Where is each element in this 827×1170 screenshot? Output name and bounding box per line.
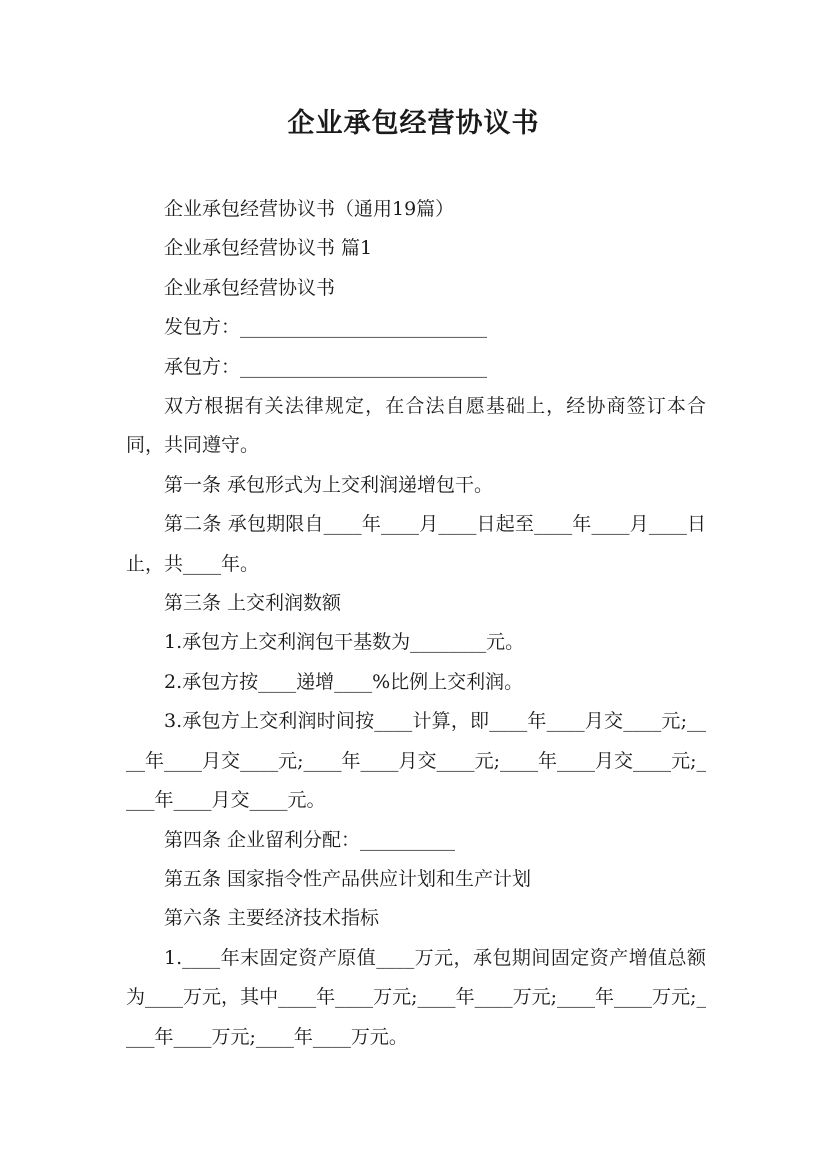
paragraph: 第二条 承包期限自____年____月____日起至____年____月____日止，共____年。 bbox=[126, 513, 706, 575]
paragraph: 第五条 国家指令性产品供应计划和生产计划 bbox=[164, 867, 532, 890]
paragraph: 1.承包方上交利润包干基数为________元。 bbox=[164, 631, 525, 654]
paragraph: 承包方：__________________________ bbox=[164, 355, 488, 378]
paragraph: 双方根据有关法律规定，在合法自愿基础上，经协商签订本合同，共同遵守。 bbox=[126, 395, 706, 457]
paragraph: 3.承包方上交利润时间按____计算，即____年____月交____元;____年____月交____元;____年____月交____元;____年____月交____元;____年____月交____元。 bbox=[126, 710, 706, 812]
paragraph: 企业承包经营协议书（通用19篇） bbox=[164, 198, 455, 220]
paragraph: 第一条 承包形式为上交利润递增包干。 bbox=[164, 473, 494, 496]
paragraph: 第四条 企业留利分配：__________ bbox=[164, 828, 456, 851]
paragraph: 企业承包经营协议书 bbox=[164, 276, 336, 299]
paragraph: 1.____年末固定资产原值____万元，承包期间固定资产增值总额为____万元，其中____年____万元;____年____万元;____年____万元;____年____万元;____年____万元。 bbox=[126, 946, 706, 1048]
paragraph: 第六条 主要经济技术指标 bbox=[164, 907, 380, 930]
paragraph: 2.承包方按____递增____%比例上交利润。 bbox=[164, 670, 524, 693]
document-title: 企业承包经营协议书 bbox=[287, 108, 540, 139]
paragraph: 第三条 上交利润数额 bbox=[164, 592, 342, 615]
paragraph: 企业承包经营协议书 篇1 bbox=[164, 237, 373, 260]
document-body bbox=[126, 190, 706, 1057]
paragraph: 发包方：__________________________ bbox=[164, 316, 488, 339]
